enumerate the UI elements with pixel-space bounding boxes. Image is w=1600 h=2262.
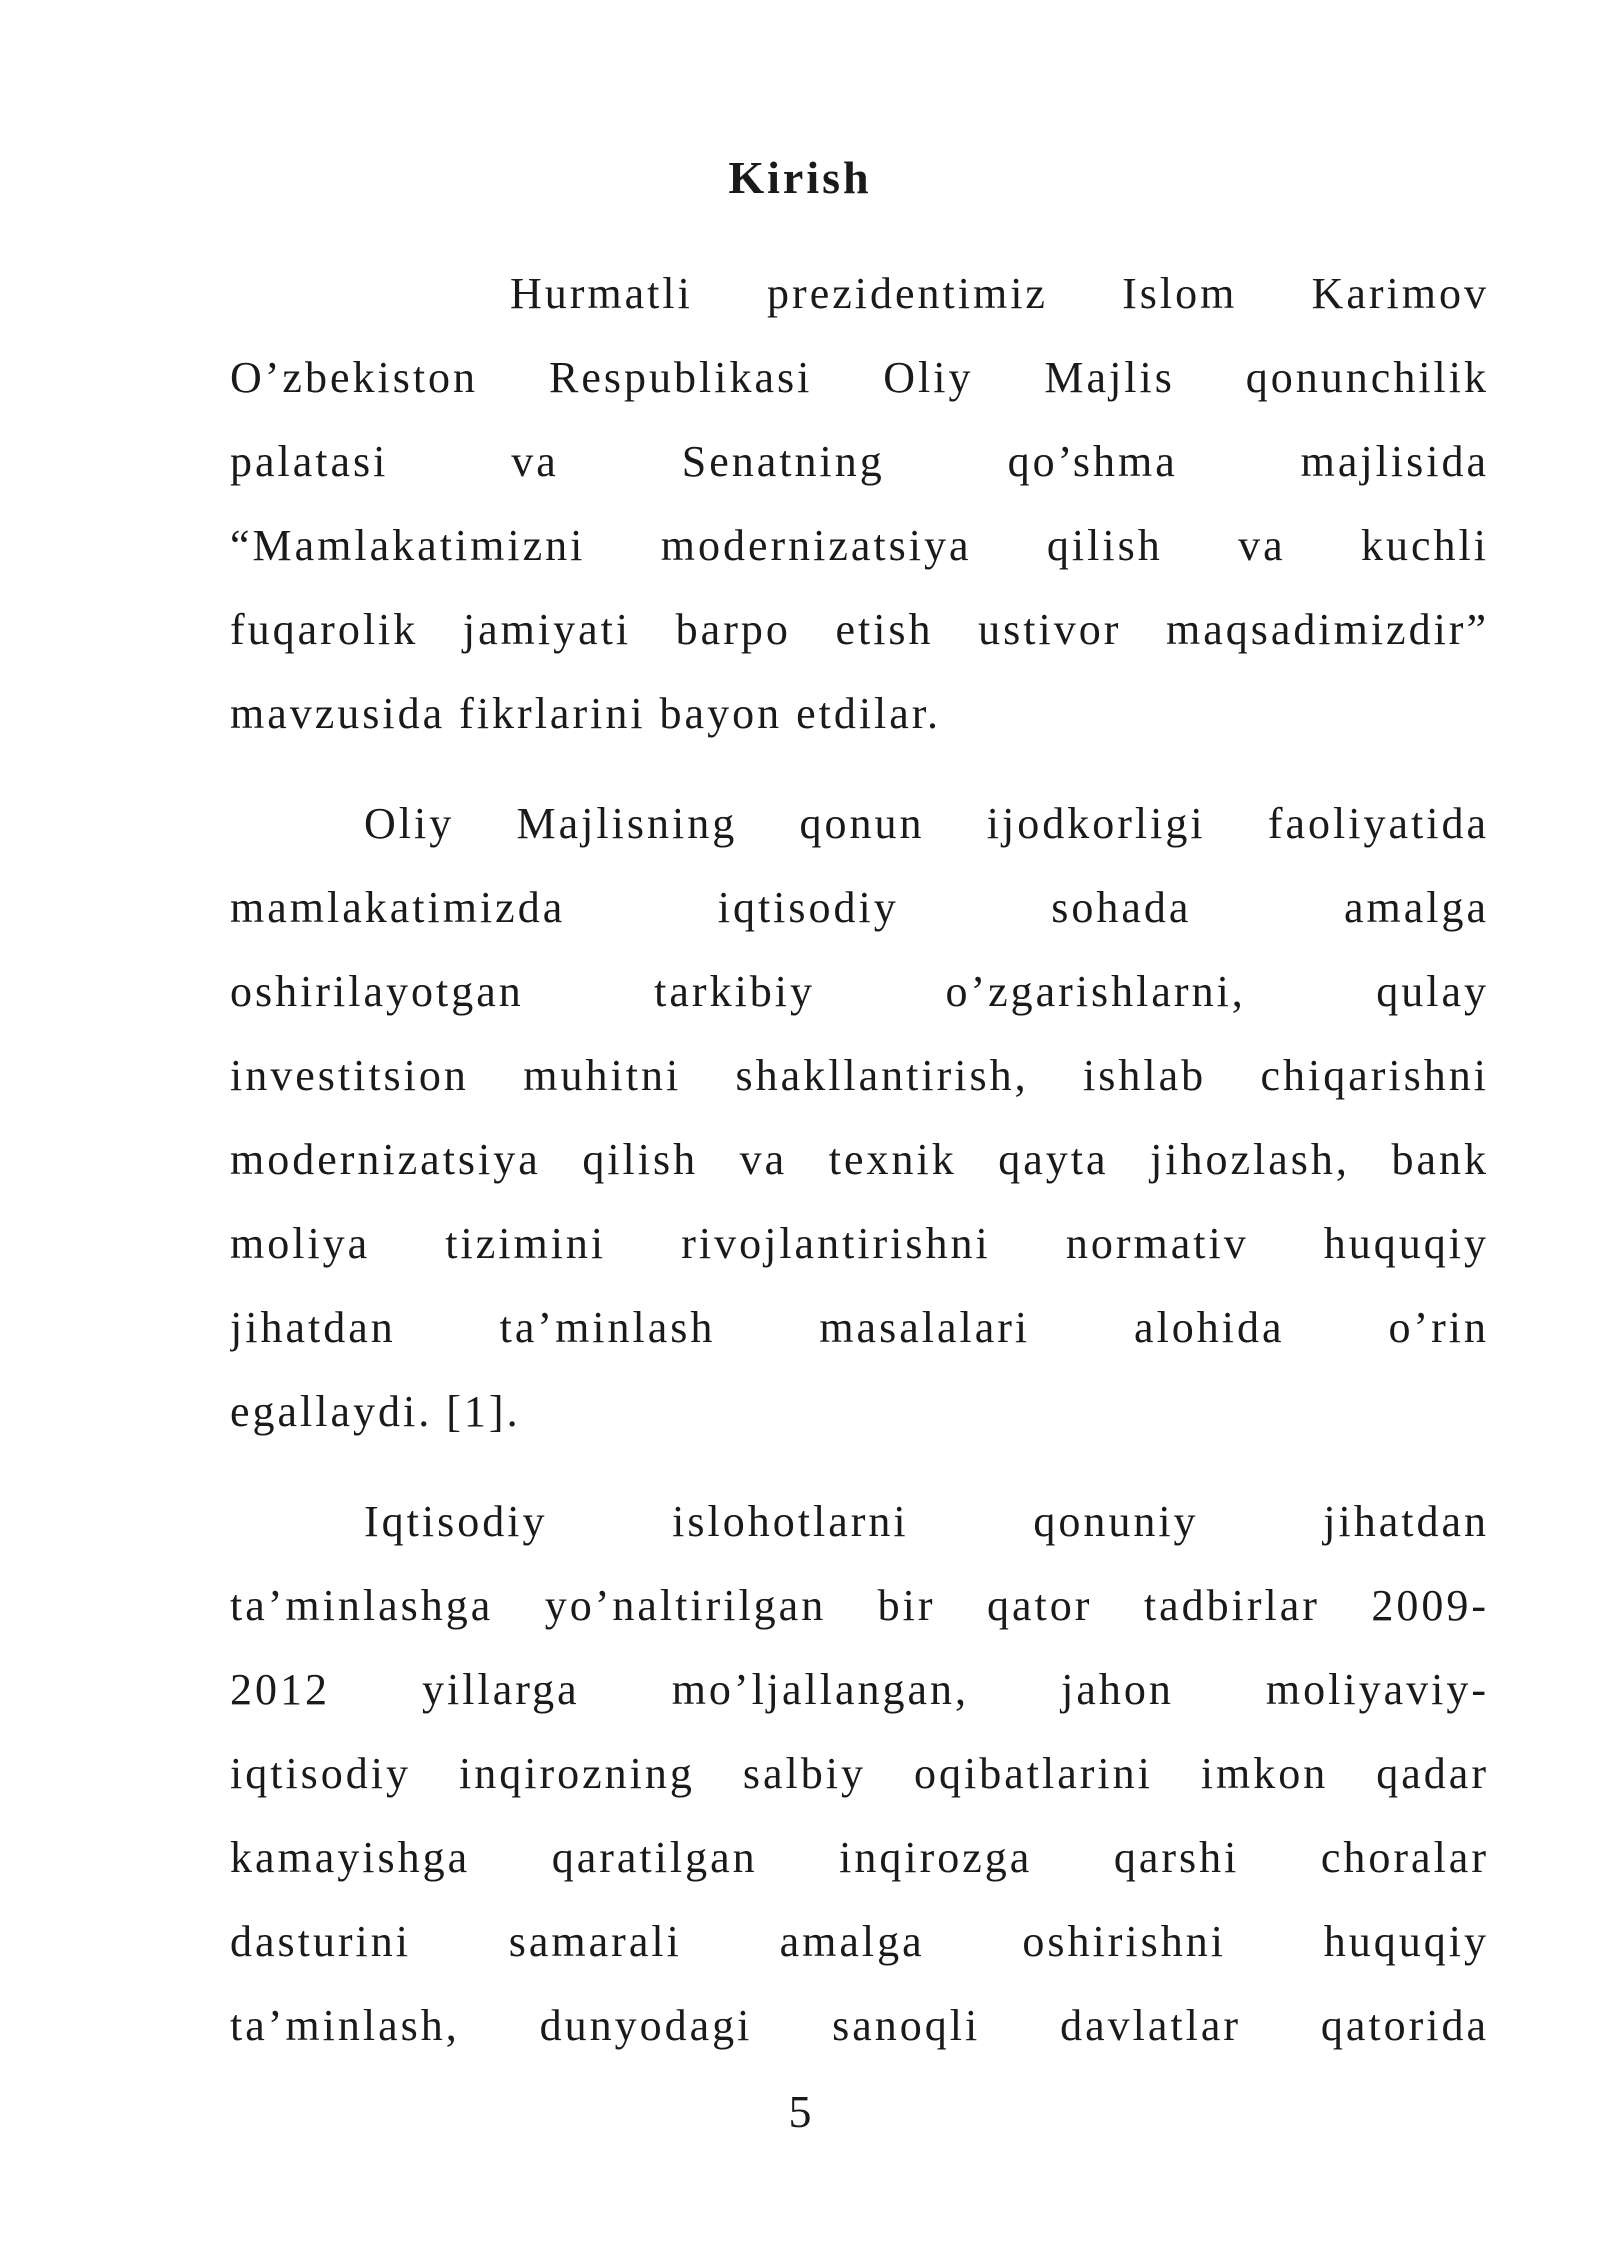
paragraph-2 <box>230 782 1489 1454</box>
paragraph-line: investitsion muhitni shakllantirish, ishlab chiqarishni <box>230 1051 1489 1100</box>
paragraph-3 <box>230 1480 1489 2068</box>
paragraph-line: mavzusida fikrlarini bayon etdilar. <box>230 689 942 738</box>
paragraph-line: ta’minlashga yo’naltirilgan bir qator tadbirlar 2009- <box>230 1581 1489 1630</box>
paragraph-line: ta’minlash, dunyodagi sanoqli davlatlar qatorida <box>230 2001 1489 2050</box>
paragraph-1 <box>230 252 1489 756</box>
paragraph-line: kamayishga qaratilgan inqirozga qarshi choralar <box>230 1833 1489 1882</box>
paragraph-line: oshirilayotgan tarkibiy o’zgarishlarni, qulay <box>230 967 1489 1016</box>
paragraph-line: fuqarolik jamiyati barpo etish ustivor maqsadimizdir” <box>230 605 1489 654</box>
paragraph-line: egallaydi. [1]. <box>230 1387 521 1436</box>
paragraph-line: Hurmatli prezidentimiz Islom Karimov <box>510 269 1489 318</box>
paragraph-line: dasturini samarali amalga oshirishni huquqiy <box>230 1917 1489 1966</box>
paragraph-line: iqtisodiy inqirozning salbiy oqibatlarini imkon qadar <box>230 1749 1489 1798</box>
page-number: 5 <box>788 2086 812 2137</box>
paragraph-line: Iqtisodiy islohotlarni qonuniy jihatdan <box>364 1497 1489 1546</box>
paragraph-line: jihatdan ta’minlash masalalari alohida o’rin <box>230 1303 1489 1352</box>
paragraph-line: Oliy Majlisning qonun ijodkorligi faoliyatida <box>364 799 1489 848</box>
paragraph-line: modernizatsiya qilish va texnik qayta jihozlash, bank <box>230 1135 1489 1184</box>
paragraph-line: O’zbekiston Respublikasi Oliy Majlis qonunchilik <box>230 353 1489 402</box>
paragraph-line: mamlakatimizda iqtisodiy sohada amalga <box>230 883 1489 932</box>
paragraph-line: palatasi va Senatning qo’shma majlisida <box>230 437 1489 486</box>
paragraph-line: “Mamlakatimizni modernizatsiya qilish va kuchli <box>230 521 1489 570</box>
paragraph-line: moliya tizimini rivojlantirishni normativ huquqiy <box>230 1219 1489 1268</box>
page-title: Kirish <box>728 152 872 203</box>
paragraph-line: 2012 yillarga mo’ljallangan, jahon moliyaviy- <box>230 1665 1489 1714</box>
